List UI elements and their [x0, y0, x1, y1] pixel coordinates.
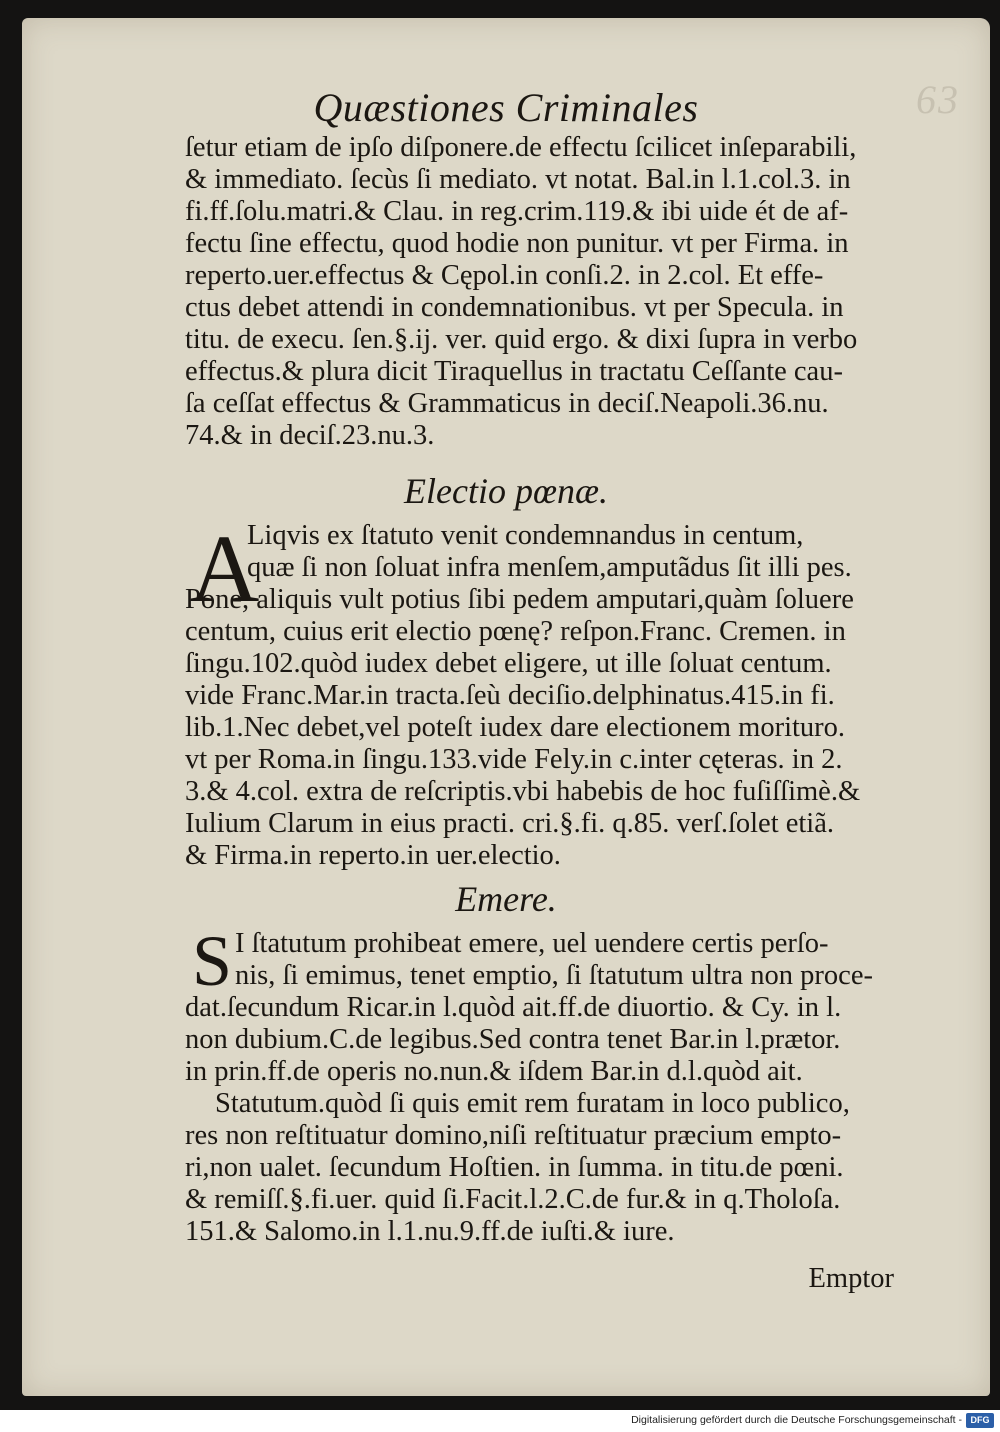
- dropcap-s: S: [192, 921, 233, 1001]
- text-line: quæ ſi non ſoluat infra menſem,amputãdus ſit illi pes.: [247, 552, 852, 583]
- text-line: & immediato. ſecùs ſi mediato. vt notat. Bal.in l.1.col.3. in: [185, 164, 851, 195]
- book-page: [22, 18, 990, 1396]
- text-line: 74.& in deciſ.23.nu.3.: [185, 420, 435, 451]
- text-line: & remiſſ.§.fi.uer. quid ſi.Facit.l.2.C.de fur.& in q.Tholoſa.: [185, 1184, 841, 1215]
- text-line: dat.ſecundum Ricar.in l.quòd ait.ff.de diuortio. & Cy. in l.: [185, 992, 842, 1023]
- text-line: ſetur etiam de ipſo diſponere.de effectu ſcilicet inſeparabili,: [185, 132, 857, 163]
- dropcap-a: A: [190, 515, 260, 622]
- text-line: ſingu.102.quòd iudex debet eligere, ut ille ſoluat centum.: [185, 648, 832, 679]
- section-emere: [185, 921, 960, 1248]
- credit-bar: [0, 1410, 1000, 1432]
- credit-text: Digitalisierung gefördert durch die Deutsche Forschungsgemeinschaft -: [631, 1414, 962, 1426]
- heading-emere: Emere.: [455, 879, 557, 919]
- text-line: & Firma.in reperto.in uer.electio.: [185, 840, 561, 871]
- text-line: Statutum.quòd ſi quis emit rem furatam in loco publico,: [215, 1088, 850, 1119]
- heading-electio-poenae: Electio pœnæ.: [404, 471, 608, 511]
- text-line: 3.& 4.col. extra de reſcriptis.vbi habebis de hoc fuſiſſimè.&: [185, 776, 861, 807]
- text-line: vt per Roma.in ſingu.133.vide Fely.in c.inter cęteras. in 2.: [185, 744, 843, 775]
- text-line: fi.ff.ſolu.matri.& Clau. in reg.crim.119.& ibi uide ét de af-: [185, 196, 849, 227]
- text-line: fectu ſine effectu, quod hodie non punitur. vt per Firma. in: [185, 228, 849, 259]
- text-line: res non reſtituatur domino,niſi reſtituatur præcium empto-: [185, 1120, 842, 1151]
- running-head: Quæstiones Criminales: [313, 85, 699, 130]
- text-line: reperto.uer.effectus & Cępol.in conſi.2. in 2.col. Et effe-: [185, 260, 824, 291]
- text-line: vide Franc.Mar.in tracta.ſeù deciſio.delphinatus.415.in fi.: [185, 680, 835, 711]
- dfg-logo: DFG: [966, 1413, 994, 1428]
- text-line: titu. de execu. ſen.§.ij. ver. quid ergo. & dixi ſupra in verbo: [185, 324, 858, 355]
- text-line: Pone, aliquis vult potius ſibi pedem amputari,quàm ſoluere: [185, 584, 854, 615]
- text-line: Iulium Clarum in eius practi. cri.§.fi. q.85. verſ.ſolet etiã.: [185, 808, 835, 839]
- text-line: in prin.ff.de operis no.nun.& iſdem Bar.in d.l.quòd ait.: [185, 1056, 803, 1087]
- text-line: I ſtatutum prohibeat emere, uel uendere certis perſo-: [235, 928, 829, 959]
- text-line: ctus debet attendi in condemnationibus. vt per Specula. in: [185, 292, 844, 323]
- text-line: non dubium.C.de legibus.Sed contra tenet Bar.in l.prætor.: [185, 1024, 841, 1055]
- text-line: Liqvis ex ſtatuto venit condemnandus in centum,: [247, 520, 804, 551]
- text-line: lib.1.Nec debet,vel poteſt iudex dare electionem morituro.: [185, 712, 846, 743]
- text-line: 151.& Salomo.in l.1.nu.9.ff.de iuſti.& iure.: [185, 1216, 675, 1247]
- text-line: centum, cuius erit electio pœnę? reſpon.Franc. Cremen. in: [185, 616, 846, 647]
- text-line: effectus.& plura dicit Tiraquellus in tractatu Ceſſante cau-: [185, 356, 843, 387]
- catchword: Emptor: [808, 1263, 894, 1294]
- ghost-page-number: 63: [916, 77, 960, 122]
- section-continuation: [185, 132, 960, 452]
- text-line: ri,non ualet. ſecundum Hoſtien. in ſumma. in titu.de pœni.: [185, 1152, 844, 1183]
- text-line: nis, ſi emimus, tenet emptio, ſi ſtatutum ultra non proce-: [235, 960, 873, 991]
- section-electio-poenae: [185, 515, 960, 872]
- text-line: ſa ceſſat effectus & Grammaticus in deciſ.Neapoli.36.nu.: [185, 388, 829, 419]
